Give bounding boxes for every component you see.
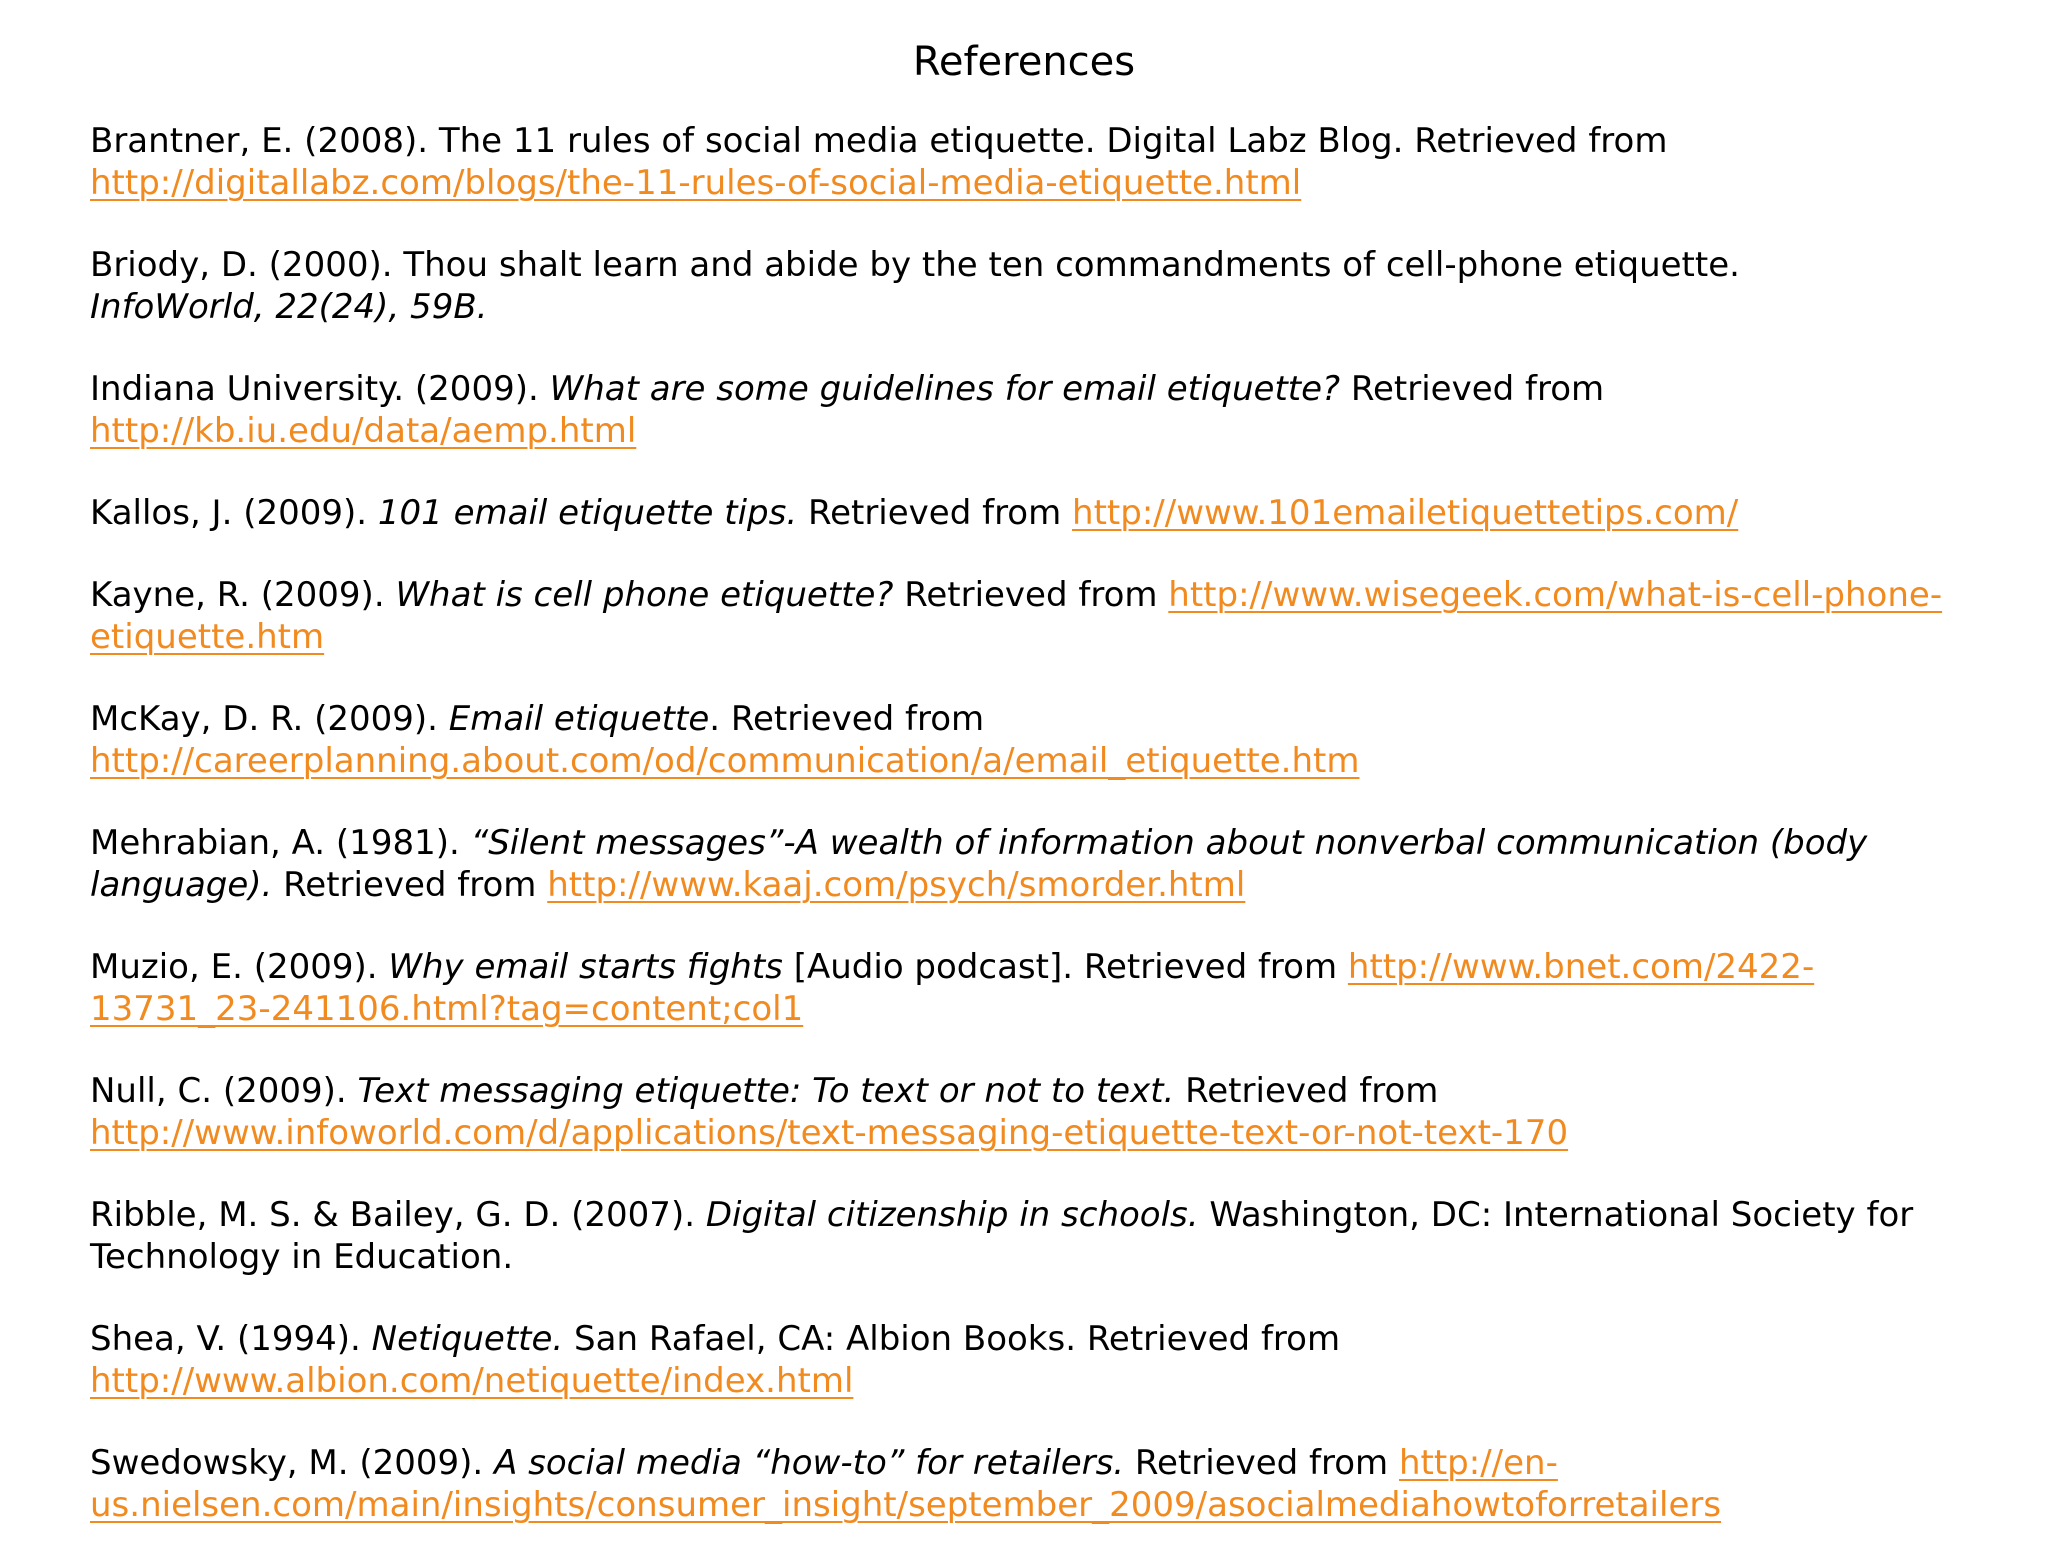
reference-text: Retrieved from [797, 493, 1073, 533]
reference-line [90, 574, 2030, 616]
reference-line [90, 1194, 2030, 1236]
reference-text: Mehrabian, A. (1981). [90, 823, 471, 863]
reference-italic-text: Text messaging etiquette: To text or not to text. [357, 1071, 1175, 1111]
reference-entry-kayne [90, 574, 2030, 658]
reference-entry-brantner [90, 120, 2030, 204]
reference-line [90, 864, 2030, 906]
reference-text: Retrieved from [272, 865, 548, 905]
reference-italic-text: 101 email etiquette tips. [377, 493, 798, 533]
reference-link[interactable]: http://kb.iu.edu/data/aemp.html [90, 411, 637, 451]
reference-line [90, 120, 2030, 162]
reference-link[interactable]: http://www.infoworld.com/d/applications/text-messaging-etiquette-text-or-not-text-170 [90, 1113, 1569, 1153]
reference-text: Kallos, J. (2009). [90, 493, 378, 533]
reference-line [90, 1442, 2030, 1484]
reference-line [90, 822, 2030, 864]
reference-line [90, 740, 2030, 782]
reference-link[interactable]: http://www.kaaj.com/psych/smorder.html [547, 865, 1246, 905]
reference-text: Muzio, E. (2009). [90, 947, 389, 987]
reference-text: . Retrieved from [709, 699, 985, 739]
reference-text: Retrieved from [1340, 369, 1605, 409]
reference-line [90, 698, 2030, 740]
reference-text: Retrieved from [893, 575, 1169, 615]
reference-italic-text: Email etiquette [448, 699, 710, 739]
reference-text: Swedowsky, M. (2009). [90, 1443, 495, 1483]
reference-entry-null [90, 1070, 2030, 1154]
reference-text: Technology in Education. [90, 1237, 514, 1277]
reference-line [90, 1236, 2030, 1278]
reference-italic-text: Netiquette. [371, 1319, 564, 1359]
page-title: References [912, 39, 1136, 85]
reference-text: Shea, V. (1994). [90, 1319, 372, 1359]
reference-list [90, 120, 2030, 1566]
reference-link[interactable]: http://en- [1398, 1443, 1558, 1483]
reference-line [90, 1070, 2030, 1112]
reference-line [90, 1112, 2030, 1154]
reference-line [90, 492, 2030, 534]
reference-text: Retrieved from [1174, 1071, 1439, 1111]
reference-link[interactable]: http://www.albion.com/netiquette/index.html [90, 1361, 854, 1401]
reference-link[interactable]: http://www.wisegeek.com/what-is-cell-phone- [1168, 575, 1943, 615]
reference-text: Null, C. (2009). [90, 1071, 358, 1111]
reference-link-continued[interactable]: us.nielsen.com/main/insights/consumer_insight/september_2009/asocialmediahowtoforretailers [90, 1485, 1722, 1525]
reference-line [90, 616, 2030, 658]
reference-entry-indiana [90, 368, 2030, 452]
reference-text: Brantner, E. (2008). The 11 rules of social media etiquette. Digital Labz Blog. Retrieved from [90, 121, 1668, 161]
reference-link[interactable]: http://digitallabz.com/blogs/the-11-rules-of-social-media-etiquette.html [90, 163, 1302, 203]
reference-line [90, 946, 2030, 988]
reference-line [90, 244, 2030, 286]
reference-entry-swedowsky [90, 1442, 2030, 1526]
reference-line [90, 368, 2030, 410]
reference-text: San Rafael, CA: Albion Books. Retrieved from [563, 1319, 1341, 1359]
reference-link-continued[interactable]: 13731_23-241106.html?tag=content;col1 [90, 989, 804, 1029]
reference-line [90, 410, 2030, 452]
reference-line [90, 1318, 2030, 1360]
reference-text: [Audio podcast]. Retrieved from [782, 947, 1348, 987]
reference-text: Washington, DC: International Society for [1198, 1195, 1914, 1235]
reference-italic-text: “Silent messages”-A wealth of information about nonverbal communication (body [470, 823, 1868, 863]
reference-italic-text: language). [90, 865, 273, 905]
reference-text: McKay, D. R. (2009). [90, 699, 449, 739]
reference-entry-ribble [90, 1194, 2030, 1278]
reference-text: Ribble, M. S. & Bailey, G. D. (2007). [90, 1195, 706, 1235]
reference-entry-kallos [90, 492, 2030, 534]
reference-link-continued[interactable]: etiquette.htm [90, 617, 325, 657]
reference-link[interactable]: http://www.101emailetiquettetips.com/ [1072, 493, 1739, 533]
reference-entry-mckay [90, 698, 2030, 782]
reference-line [90, 162, 2030, 204]
reference-italic-text: What is cell phone etiquette? [395, 575, 894, 615]
reference-line [90, 1360, 2030, 1402]
reference-line [90, 286, 2030, 328]
reference-link[interactable]: http://www.bnet.com/2422- [1347, 947, 1815, 987]
reference-italic-text: What are some guidelines for email etiquette? [549, 369, 1341, 409]
reference-italic-text: Digital citizenship in schools. [705, 1195, 1199, 1235]
reference-entry-muzio [90, 946, 2030, 1030]
reference-text: Retrieved from [1124, 1443, 1399, 1483]
reference-text: Briody, D. (2000). Thou shalt learn and abide by the ten commandments of cell-phone etiquette. [90, 245, 1740, 285]
reference-italic-text: A social media “how-to” for retailers. [494, 1443, 1125, 1483]
reference-italic-text: InfoWorld, 22(24), 59B. [90, 287, 488, 327]
reference-line [90, 1484, 2030, 1526]
reference-text: Indiana University. (2009). [90, 369, 550, 409]
reference-text: Kayne, R. (2009). [90, 575, 396, 615]
reference-link[interactable]: http://careerplanning.about.com/od/communication/a/email_etiquette.htm [90, 741, 1360, 781]
reference-entry-mehrabian [90, 822, 2030, 906]
reference-line [90, 988, 2030, 1030]
reference-entry-briody [90, 244, 2030, 328]
reference-entry-shea [90, 1318, 2030, 1402]
reference-italic-text: Why email starts fights [388, 947, 783, 987]
